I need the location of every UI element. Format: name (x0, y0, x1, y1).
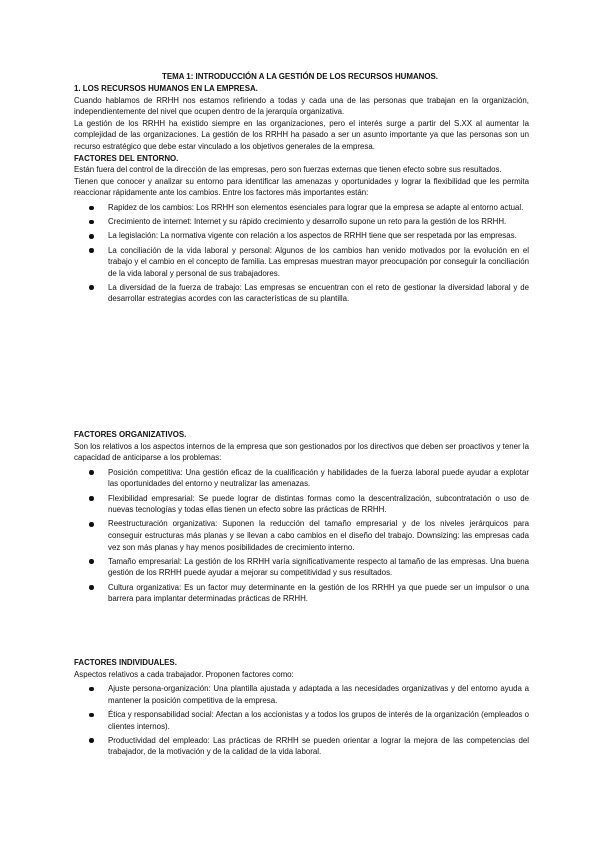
list-item: La legislación: La normativa vigente con relación a los aspectos de RRHH tiene que ser respetada por las empresas. (74, 230, 529, 242)
list-item: La diversidad de la fuerza de trabajo: Las empresas se encuentran con el reto de gestionar la diversidad laboral y de desarrollar estrategias acordes con las características de su plantilla. (74, 282, 529, 305)
list-item: Crecimiento de internet: Internet y su rápido crecimiento y desarrollo supone un reto para la gestión de los RRHH. (74, 216, 529, 228)
paragraph: La gestión de los RRHH ha existido siempre en las organizaciones, pero el interés surge a partir del S.XX al aumentar la complejidad de las organizaciones. La gestión de los RRHH ha pasado a ser un asunto importante ya que las personas son un recurso estratégico que debe estar vinculado a los objetivos generales de la empresa. (74, 118, 529, 151)
list-item: Productividad del empleado: Las prácticas de RRHH se pueden orientar a lograr la mejora de las competencias del trabajador, de la motivación y de la calidad de la vida laboral. (74, 735, 529, 758)
list-item: Cultura organizativa: Es un factor muy determinante en la gestión de los RRHH ya que puede ser un impulsor o una barrera para implantar determinadas prácticas de RRHH. (74, 582, 529, 605)
paragraph: Son los relativos a los aspectos internos de la empresa que son gestionados por los directivos que deben ser proactivos y tener la capacidad de anticiparse a los problemas: (74, 441, 529, 463)
list-item: Tamaño empresarial: La gestión de los RRHH varía significativamente respecto al tamaño de las empresas. Una buena gestión de los RRHH puede ayudar a mejorar su competitividad y sus resultados. (74, 556, 529, 579)
section-organizativos (74, 429, 529, 607)
document-title: TEMA 1: INTRODUCCIÓN A LA GESTIÓN DE LOS RECURSOS HUMANOS. (162, 72, 438, 81)
list-item: Posición competitiva: Una gestión eficaz de la cualificación y habilidades de la fuerza laboral puede ayudar a explotar las oportunidades del entorno y neutralizar las amenazas. (74, 467, 529, 490)
section-individuales (74, 657, 529, 761)
paragraph: Cuando hablamos de RRHH nos estamos refiriendo a todas y cada una de las personas que trabajan en la organización, independientemente del nivel que ocupen dentro de la jerarquía organizativa. (74, 95, 529, 117)
section-intro (74, 83, 529, 308)
section-heading-entorno: FACTORES DEL ENTORNO. (74, 153, 179, 163)
list-item: Rapidez de los cambios: Los RRHH son elementos esenciales para lograr que la empresa se adapte al entorno actual. (74, 202, 529, 214)
section-heading-organizativos: FACTORES ORGANIZATIVOS. (74, 430, 187, 439)
list-item: Ética y responsabilidad social: Afectan a los accionistas y a todos los grupos de interés de la organización (empleados o clientes internos). (74, 709, 529, 732)
bullet-list-entorno (74, 202, 529, 305)
bullet-list-individuales (74, 683, 529, 758)
bullet-list-organizativos (74, 467, 529, 605)
list-item: Ajuste persona-organización: Una plantilla ajustada y adaptada a las necesidades organizativas y del entorno ayuda a mantener la posición competitiva de la empresa. (74, 683, 529, 706)
paragraph: Aspectos relativos a cada trabajador. Proponen factores como: (74, 669, 294, 679)
list-item: La conciliación de la vida laboral y personal: Algunos de los cambios han venido motivados por la evolución en el trabajo y el cambio en el concepto de familia. Las empresas muestran mayor preocupación por conseguir la conciliación de la vida laboral y personal de sus trabajadores. (74, 245, 529, 280)
paragraph: Tienen que conocer y analizar su entorno para identificar las amenazas y oportunidades y lograr la flexibilidad que les permita reaccionar rápidamente ante los cambios. Entre los factores más importantes están: (74, 176, 529, 198)
section-heading-rrhh: 1. LOS RECURSOS HUMANOS EN LA EMPRESA. (74, 84, 258, 93)
list-item: Reestructuración organizativa: Suponen la reducción del tamaño empresarial y de los niveles jerárquicos para conseguir estructuras más planas y se llevan a cabo cambios en el diseño del trabajo. Downsizing: las empresas cada vez son más planas y hay menos posibilidades de crecimiento interno. (74, 518, 529, 553)
list-item: Flexibilidad empresarial: Se puede lograr de distintas formas como la descentralización, subcontratación o uso de nuevas tecnologías y todas ellas tienen un efecto sobre las prácticas de RRHH. (74, 493, 529, 516)
section-heading-individuales: FACTORES INDIVIDUALES. (74, 658, 177, 667)
paragraph: Están fuera del control de la dirección de las empresas, pero son fuerzas externas que tienen efecto sobre sus resultados. (74, 165, 502, 175)
